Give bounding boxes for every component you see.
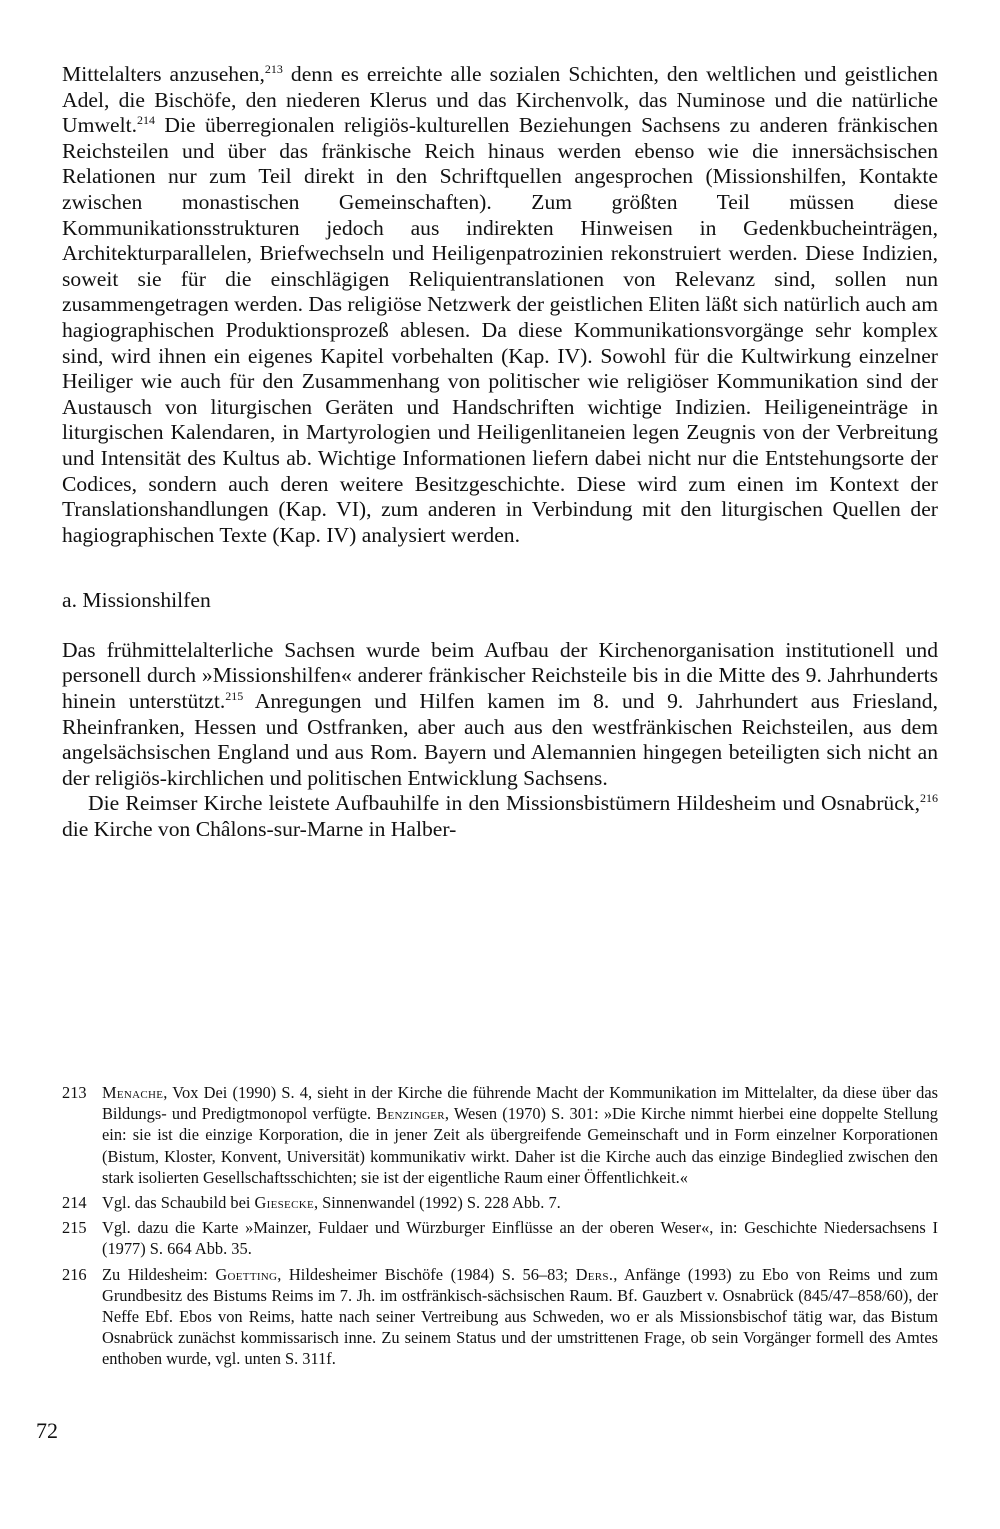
- text-run: , Sinnenwandel (1992) S. 228 Abb. 7.: [313, 1193, 561, 1213]
- footnote-ref-214[interactable]: 214: [136, 113, 155, 127]
- text-run: Die überregionalen religiös-kulturellen Beziehungen Sachsens zu anderen fränkischen Reichsteilen und über das fränkische Reich hinaus werden ebenso wie die innersächsischen Relationen nur zum Teil direkt in den Schriftquellen angesprochen (Missionshilfen, Kontakte zwischen monastischen Gemeinschaften). Zum größten Teil müssen diese Kommunikationsstrukturen jedoch aus indirekten Hinweisen in Gedenkbucheinträgen, Architekturparallelen, Briefwechseln und Heiligenpatrozinien rekonstruiert werden. Diese Indizien, soweit sie für die einschlägigen Reliquientranslationen von Relevanz sind, sollen nun zusammengetragen werden. Das religiöse Netzwerk der geistlichen Eliten läßt sich natürlich auch am hagiographischen Produktionsprozeß ablesen. Da diese Kommunikationsvorgänge sehr komplex sind, wird ihnen ein eigenes Kapitel vorbehalten (Kap. IV). Sowohl für die Kultwirkung einzelner Heiliger wie auch für den Zusammenhang von politischer wie religiöser Kommunikation sind der Austausch von liturgischen Geräten und Handschriften wichtige Indizien. Heiligeneinträge in liturgischen Kalendaren, in Martyrologien und Heiligenlitaneien legen Zeugnis von der Verbreitung und Intensität des Kultus ab. Wichtige Informationen liefern dabei nicht nur die Entstehungsorte der Codices, sondern auch deren weitere Besitzgeschichte. Diese wird zum einen im Kontext der Translationshandlungen (Kap. VI), zum anderen in Verbindung mit den liturgischen Quellen der hagiographischen Texte (Kap. IV) analysiert werden.: [62, 113, 939, 547]
- footnote-number: 215: [62, 1218, 87, 1238]
- footnote-text: [102, 1082, 938, 1188]
- text-run: Vgl. das Schaubild bei: [102, 1193, 255, 1213]
- text-run: , Wesen (1970) S. 301: »Die Kirche nimmt hierbei eine doppelte Stellung ein: sie ist die einzige Korporation, die in jener Zeit als übergreifende Gemeinschaft und in Form einzelner Korporationen (Bistum, Kloster, Konvent, Universität) kommunikativ wirkt. Daher ist die Kirche auch das einzige Bindeglied zwischen den stark isolierten Gesellschaftsschichten; sie ist der eigentliche Raum einer Öffentlichkeit.«: [102, 1104, 938, 1187]
- footnote-number: 213: [62, 1083, 87, 1102]
- footnote-text: [102, 1264, 938, 1370]
- footnote-214: [62, 1192, 938, 1213]
- footnote-ref-215[interactable]: 215: [225, 688, 244, 703]
- text-run: denn es erreichte alle sozialen Schichten, den weltlichen und geistlichen Adel, die Bischöfe, den niederen Klerus und das Kirchenvolk, das Numinose und die natürliche Umwelt.: [62, 62, 938, 138]
- footnotes: [62, 1082, 938, 1374]
- text-run: Die Reimser Kirche leistete Aufbauhilfe in den Missionsbistümern Hildesheim und Osnabrück,: [88, 791, 920, 816]
- footnote-216: [62, 1264, 938, 1370]
- paragraph-3: [62, 791, 938, 842]
- paragraph-2: [62, 638, 938, 792]
- footnote-text: [102, 1192, 938, 1213]
- author-name: Menache: [102, 1083, 164, 1102]
- page-number: 72: [36, 1418, 58, 1443]
- author-name: Giesecke: [254, 1193, 314, 1213]
- section-heading: a. Missionshilfen: [62, 588, 211, 613]
- footnote-215: [62, 1217, 938, 1259]
- footnote-number: 216: [62, 1264, 87, 1284]
- text-run: , Vox Dei (1990) S. 4, sieht in der Kirche die führende Macht der Kommunikation im Mittelalter, da diese über das Bildungs- und Predigtmonopol verfügte.: [102, 1083, 938, 1124]
- text-run: Mittelalters anzusehen,: [62, 62, 265, 86]
- text-run: Zu Hildesheim:: [102, 1264, 216, 1284]
- footnote-number: 214: [62, 1193, 87, 1213]
- text-run: die Kirche von Châlons-sur-Marne in Halber-: [62, 817, 457, 842]
- author-name: Benzinger: [376, 1104, 445, 1124]
- text-run: , Hildesheimer Bischöfe (1984) S. 56–83;: [277, 1264, 576, 1284]
- footnote-ref-213[interactable]: 213: [264, 61, 283, 76]
- author-name: Ders.: [575, 1264, 614, 1284]
- text-run: , Anfänge (1993) zu Ebo von Reims und zum Grundbesitz des Bistums Reims im 7. Jh. im ostfränkisch-sächsischen Raum. Bf. Gauzbert v. Osnabrück (845/47–858/60), der Neffe Ebf. Ebos von Reims, hatte nach seiner Vertreibung aus Schweden, wo er als Missionsbischof tätig war, das Bistum Osnabrück zunächst kommissarisch inne. Zu seinem Status und der umstrittenen Frage, ob sein Vorgänger formell des Amtes enthoben wurde, vgl. unten S. 311f.: [102, 1264, 938, 1369]
- main-text: [62, 62, 938, 843]
- author-name: Goetting: [215, 1264, 278, 1284]
- footnote-text: Vgl. dazu die Karte »Mainzer, Fuldaer und Würzburger Einflüsse an der oberen Weser«, in: Geschichte Niedersachsens I (1977) S. 664 Abb. 35.: [102, 1218, 938, 1259]
- footnote-213: [62, 1082, 938, 1188]
- text-run: Das frühmittelalterliche Sachsen wurde beim Aufbau der Kirchenorganisation institutionell und personell durch »Missionshilfen« anderer fränkischer Reichsteile bis in die Mitte des 9. Jahrhunderts hinein unterstützt.: [62, 637, 938, 714]
- footnote-ref-216[interactable]: 216: [920, 791, 938, 806]
- text-run: Anregungen und Hilfen kamen im 8. und 9. Jahrhundert aus Friesland, Rheinfranken, Hessen und Ostfranken, aber auch aus den westfränkischen Reichsteilen, aus dem angelsächsischen England und aus Rom. Bayern und Alemannien hingegen beteiligten sich nicht an der religiös-kirchlichen und politischen Entwicklung Sachsens.: [62, 689, 938, 790]
- paragraph-1: [62, 62, 938, 548]
